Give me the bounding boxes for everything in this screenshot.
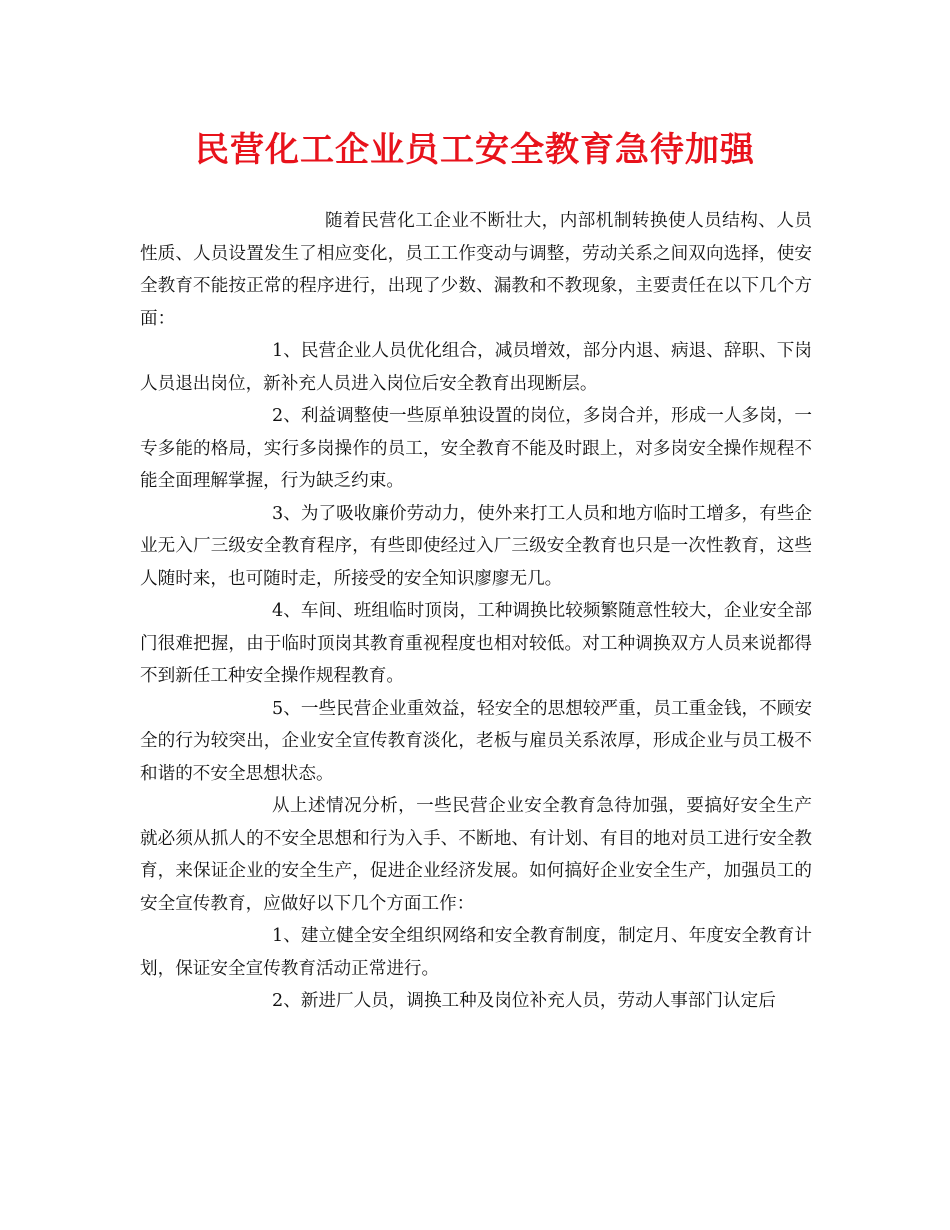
measure-item-1: 1、建立健全安全组织网络和安全教育制度，制定月、年度安全教育计划，保证安全宣传教育活动正常进行。 — [140, 926, 812, 979]
document-title: 民营化工企业员工安全教育急待加强 — [195, 130, 755, 170]
problem-item-2: 2、利益调整使一些原单独设置的岗位，多岗合并，形成一人多岗，一专多能的格局，实行多岗操作的员工，安全教育不能及时跟上，对多岗安全操作规程不能全面理解掌握，行为缺乏约束。 — [140, 406, 812, 491]
measure-item-2: 2、新进厂人员，调换工种及岗位补充人员，劳动人事部门认定后 — [272, 991, 776, 1011]
problem-item-1: 1、民营企业人员优化组合，减员增效，部分内退、病退、辞职、下岗人员退出岗位，新补充人员进入岗位后安全教育出现断层。 — [140, 341, 812, 394]
analysis-paragraph: 从上述情况分析，一些民营企业安全教育急待加强，要搞好安全生产就必须从抓人的不安全思想和行为入手、不断地、有计划、有目的地对员工进行安全教育，来保证企业的安全生产，促进企业经济发展。如何搞好企业安全生产，加强员工的安全宣传教育，应做好以下几个方面工作： — [140, 796, 812, 914]
intro-paragraph: 随着民营化工企业不断壮大，内部机制转换使人员结构、人员性质、人员设置发生了相应变化，员工工作变动与调整，劳动关系之间双向选择，使安全教育不能按正常的程序进行，出现了少数、漏教和不教现象，主要责任在以下几个方面： — [140, 211, 812, 329]
document-body — [140, 205, 812, 1018]
problem-item-3: 3、为了吸收廉价劳动力，使外来打工人员和地方临时工增多，有些企业无入厂三级安全教育程序，有些即使经过入厂三级安全教育也只是一次性教育，这些人随时来，也可随时走，所接受的安全知识廖廖无几。 — [140, 503, 812, 589]
problem-item-4: 4、车间、班组临时顶岗，工种调换比较频繁随意性较大，企业安全部门很难把握，由于临时顶岗其教育重视程度也相对较低。对工种调换双方人员来说都得不到新任工种安全操作规程教育。 — [140, 601, 812, 686]
problem-item-5: 5、一些民营企业重效益，轻安全的思想较严重，员工重金钱，不顾安全的行为较突出，企业安全宣传教育淡化，老板与雇员关系浓厚，形成企业与员工极不和谐的不安全思想状态。 — [140, 698, 812, 784]
